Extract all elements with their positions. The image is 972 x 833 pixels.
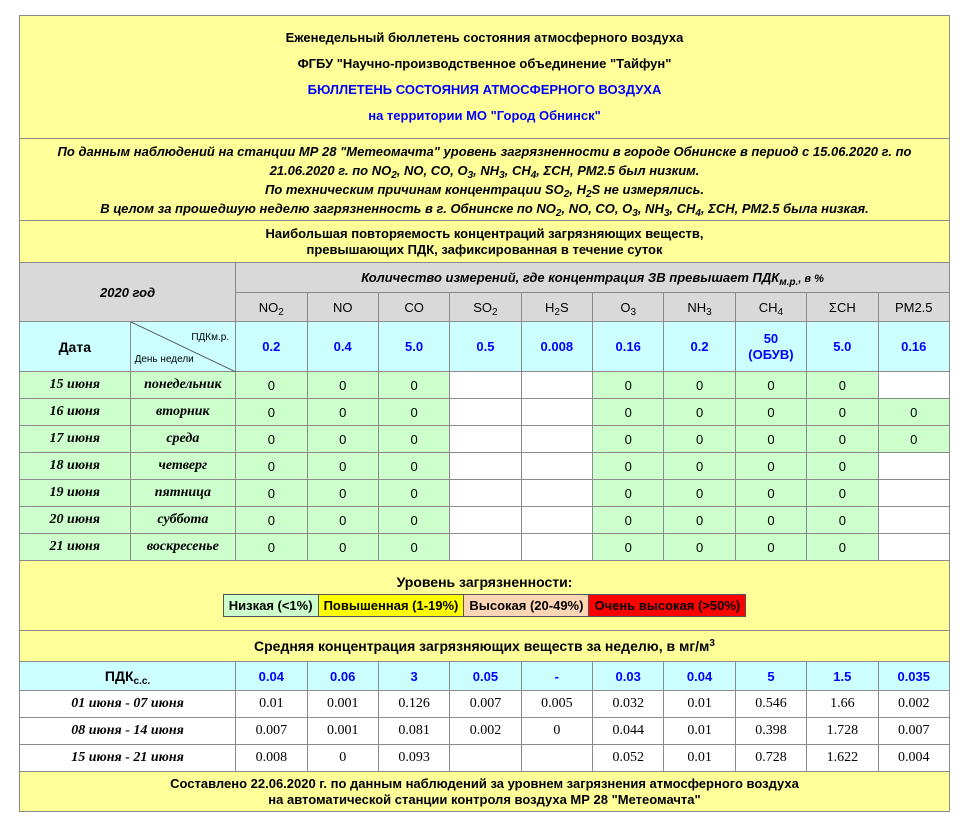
daily-value [450,534,521,561]
row-weekday: среда [130,426,236,453]
repeat-title-line-2: превышающих ПДК, зафиксированная в течение суток [306,241,663,257]
weekly-value: 0.004 [878,745,950,772]
legend-item: Очень высокая (>50%) [589,595,745,616]
daily-value: 0 [378,426,449,453]
repeat-title-line-1: Наибольшая повторяемость концентраций загрязняющих веществ, [265,225,704,241]
footer-line-1: Составлено 22.06.2020 г. по данным наблюдений за уровнем загрязнения атмосферного воздуха [170,775,799,791]
pdk-mr-value: 0.16 [878,322,950,372]
weekly-value [450,745,521,772]
daily-value [878,372,950,399]
row-date: 15 июня [20,372,131,399]
pdk-ss-value: 1.5 [807,662,878,691]
daily-value: 0 [807,453,878,480]
summary-line-3: По техническим причинам концентрации $SO_2$, $H_2S$ не измерялись. [265,181,704,200]
pollutant-header: NO [307,293,378,322]
daily-row [20,372,950,399]
daily-value: 0 [593,372,664,399]
weekly-value: 0.093 [378,745,449,772]
bulletin-table [19,15,950,812]
weekly-value: 0 [307,745,378,772]
daily-value: 0 [878,399,950,426]
row-weekday: суббота [130,507,236,534]
row-period: 01 июня - 07 июня [20,691,236,718]
pollutant-header: $CH_4$ [735,293,806,322]
weekly-value: 0.546 [735,691,806,718]
legend-item: Высокая (20-49%) [464,595,589,616]
pdk-mr-value: 5.0 [807,322,878,372]
weekly-value: 0.007 [450,691,521,718]
daily-value: 0 [593,534,664,561]
pdk-ss-value: 0.05 [450,662,521,691]
row-period: 08 июня - 14 июня [20,718,236,745]
weekly-value: 0.01 [664,691,735,718]
pdk-mr-value: 0.008 [521,322,592,372]
weekly-value: 0.007 [236,718,307,745]
daily-value: 0 [807,534,878,561]
pdk-ss-value: 5 [735,662,806,691]
daily-value: 0 [593,453,664,480]
daily-value [450,426,521,453]
daily-value: 0 [664,372,735,399]
header-line-1: Еженедельный бюллетень состояния атмосферного воздуха [285,30,684,45]
row-weekday: вторник [130,399,236,426]
weekly-value: 0.008 [236,745,307,772]
daily-value: 0 [307,534,378,561]
daily-value [521,507,592,534]
pdk-ss-label: $ПДК_{с.с.}$ [20,662,236,691]
pdk-ss-value: 0.06 [307,662,378,691]
daily-value: 0 [307,453,378,480]
daily-value: 0 [593,399,664,426]
pollutant-header: PM2.5 [878,293,950,322]
pdk-mr-value: 5.0 [378,322,449,372]
year-label: 2020 год [20,263,236,322]
daily-value: 0 [236,480,307,507]
weekly-value: 0.728 [735,745,806,772]
daily-value: 0 [735,426,806,453]
daily-value: 0 [735,480,806,507]
avg-title: Средняя концентрация загрязняющих веществ за неделю, в $мг/м^3$ [20,631,950,662]
row-date: 21 июня [20,534,131,561]
pollutant-header: $SO_2$ [450,293,521,322]
footer-line-2: на автоматической станции контроля воздуха МР 28 "Метеомачта" [268,791,701,807]
daily-value: 0 [307,372,378,399]
row-weekday: пятница [130,480,236,507]
header-line-4: на территории МО "Город Обнинск" [368,108,601,123]
daily-value: 0 [378,534,449,561]
summary-line-4: В целом за прошедшую неделю загрязненность в г. Обнинске по $NO_2$, NO, CO, $O_3$, $NH_3$, $CH_4$, ΣCH, PM2.5 была низкая. [100,200,869,219]
row-weekday: понедельник [130,372,236,399]
pollutant-header: $O_3$ [593,293,664,322]
weekly-value: 1.622 [807,745,878,772]
daily-value: 0 [807,426,878,453]
weekly-value: 1.66 [807,691,878,718]
daily-row [20,480,950,507]
pdk-ss-value: 0.03 [593,662,664,691]
legend-item: Повышенная (1-19%) [319,595,465,616]
weekly-value: 0.005 [521,691,592,718]
daily-value: 0 [236,453,307,480]
daily-value [450,453,521,480]
daily-value [521,372,592,399]
daily-value: 0 [807,480,878,507]
weekly-value: 0.01 [664,745,735,772]
pdk-mr-value: 0.5 [450,322,521,372]
weekly-value: 0.052 [593,745,664,772]
daily-value: 0 [593,480,664,507]
weekly-value: 0.002 [450,718,521,745]
pdk-mr-value: 0.16 [593,322,664,372]
weekly-rows [20,691,950,772]
daily-value: 0 [307,426,378,453]
weekly-value [521,745,592,772]
daily-value [450,372,521,399]
weekday-label: День недели [134,354,194,365]
date-label: Дата [20,322,131,372]
pdk-mr-value: 0.2 [236,322,307,372]
weekly-value: 1.728 [807,718,878,745]
row-date: 18 июня [20,453,131,480]
weekly-value: 0.081 [378,718,449,745]
pollutant-header: CO [378,293,449,322]
pdk-ss-value: 0.04 [664,662,735,691]
daily-value: 0 [236,507,307,534]
daily-value: 0 [735,507,806,534]
daily-value: 0 [664,534,735,561]
daily-value: 0 [307,480,378,507]
legend-item: Низкая (<1%) [224,595,319,616]
daily-value [521,480,592,507]
row-weekday: четверг [130,453,236,480]
daily-value: 0 [378,399,449,426]
daily-value: 0 [378,372,449,399]
weekly-row [20,691,950,718]
pdk-mr-label: ПДКм.р. [191,332,230,343]
row-weekday: воскресенье [130,534,236,561]
pdk-diagonal-cell [130,322,236,372]
daily-value: 0 [593,426,664,453]
daily-value: 0 [807,507,878,534]
weekly-value: 0.044 [593,718,664,745]
daily-value: 0 [236,534,307,561]
row-date: 20 июня [20,507,131,534]
level-legend-block [20,561,950,631]
daily-value: 0 [735,534,806,561]
daily-value: 0 [593,507,664,534]
pollutant-header: ΣCH [807,293,878,322]
pdk-ss-row [20,662,950,691]
bulletin-header [20,16,950,139]
summary-line-1: По данным наблюдений на станции МР 28 "Метеомачта" уровень загрязненности в городе Обнинске в период с 15.06.2020 г. по [57,143,912,159]
daily-value: 0 [664,399,735,426]
footer [20,772,950,812]
daily-row [20,507,950,534]
daily-value: 0 [664,426,735,453]
daily-value [521,399,592,426]
daily-value [450,480,521,507]
daily-value: 0 [378,507,449,534]
weekly-value: 0.001 [307,691,378,718]
pdk-mr-value: 50 (ОБУВ) [735,322,806,372]
daily-value [878,534,950,561]
daily-value [878,480,950,507]
daily-value [878,507,950,534]
daily-value: 0 [878,426,950,453]
weekly-value: 0.032 [593,691,664,718]
pdk-ss-value: - [521,662,592,691]
row-date: 16 июня [20,399,131,426]
daily-value [521,534,592,561]
repeat-title [20,221,950,263]
row-period: 15 июня - 21 июня [20,745,236,772]
daily-value: 0 [236,399,307,426]
level-legend [223,594,747,617]
weekly-value: 0.01 [664,718,735,745]
daily-value: 0 [735,453,806,480]
pdk-ss-value: 0.035 [878,662,950,691]
weekly-value: 0 [521,718,592,745]
pdk-ss-value: 3 [378,662,449,691]
weekly-value: 0.001 [307,718,378,745]
daily-value [878,453,950,480]
header-line-2: ФГБУ "Научно-производственное объединение "Тайфун" [297,56,672,71]
row-date: 17 июня [20,426,131,453]
daily-value [521,453,592,480]
daily-value: 0 [735,399,806,426]
pdk-mr-value: 0.4 [307,322,378,372]
daily-value: 0 [378,453,449,480]
daily-row [20,534,950,561]
level-title: Уровень загрязненности: [396,574,573,590]
daily-value: 0 [664,480,735,507]
daily-row [20,453,950,480]
daily-value: 0 [664,453,735,480]
daily-row [20,399,950,426]
weekly-row [20,745,950,772]
summary-line-2: 21.06.2020 г. по $NO_2$, NO, CO, $O_3$, $NH_3$, $CH_4$, ΣCH, PM2.5 был низким. [269,162,700,181]
daily-value: 0 [807,399,878,426]
daily-value: 0 [378,480,449,507]
daily-value: 0 [307,399,378,426]
daily-value: 0 [307,507,378,534]
daily-value: 0 [236,426,307,453]
weekly-value: 0.002 [878,691,950,718]
bulletin [19,15,950,812]
header-line-3: БЮЛЛЕТЕНЬ СОСТОЯНИЯ АТМОСФЕРНОГО ВОЗДУХА [307,82,662,97]
daily-value [450,507,521,534]
weekly-value: 0.126 [378,691,449,718]
row-date: 19 июня [20,480,131,507]
daily-row [20,426,950,453]
daily-value [450,399,521,426]
daily-value: 0 [236,372,307,399]
pollutant-header: $NH_3$ [664,293,735,322]
pollutant-header: $NO_2$ [236,293,307,322]
daily-value: 0 [664,507,735,534]
weekly-value: 0.007 [878,718,950,745]
pollutant-header: $H_2S$ [521,293,592,322]
pdk-mr-row [20,322,950,372]
daily-value: 0 [735,372,806,399]
summary-block [20,139,950,221]
weekly-value: 0.01 [236,691,307,718]
pdk-ss-value: 0.04 [236,662,307,691]
weekly-row [20,718,950,745]
daily-value [521,426,592,453]
daily-value: 0 [807,372,878,399]
count-title: Количество измерений, где концентрация ЗВ превышает $ПДК_{м.р.}$, в % [236,263,950,293]
weekly-value: 0.398 [735,718,806,745]
daily-rows [20,372,950,561]
pdk-mr-value: 0.2 [664,322,735,372]
